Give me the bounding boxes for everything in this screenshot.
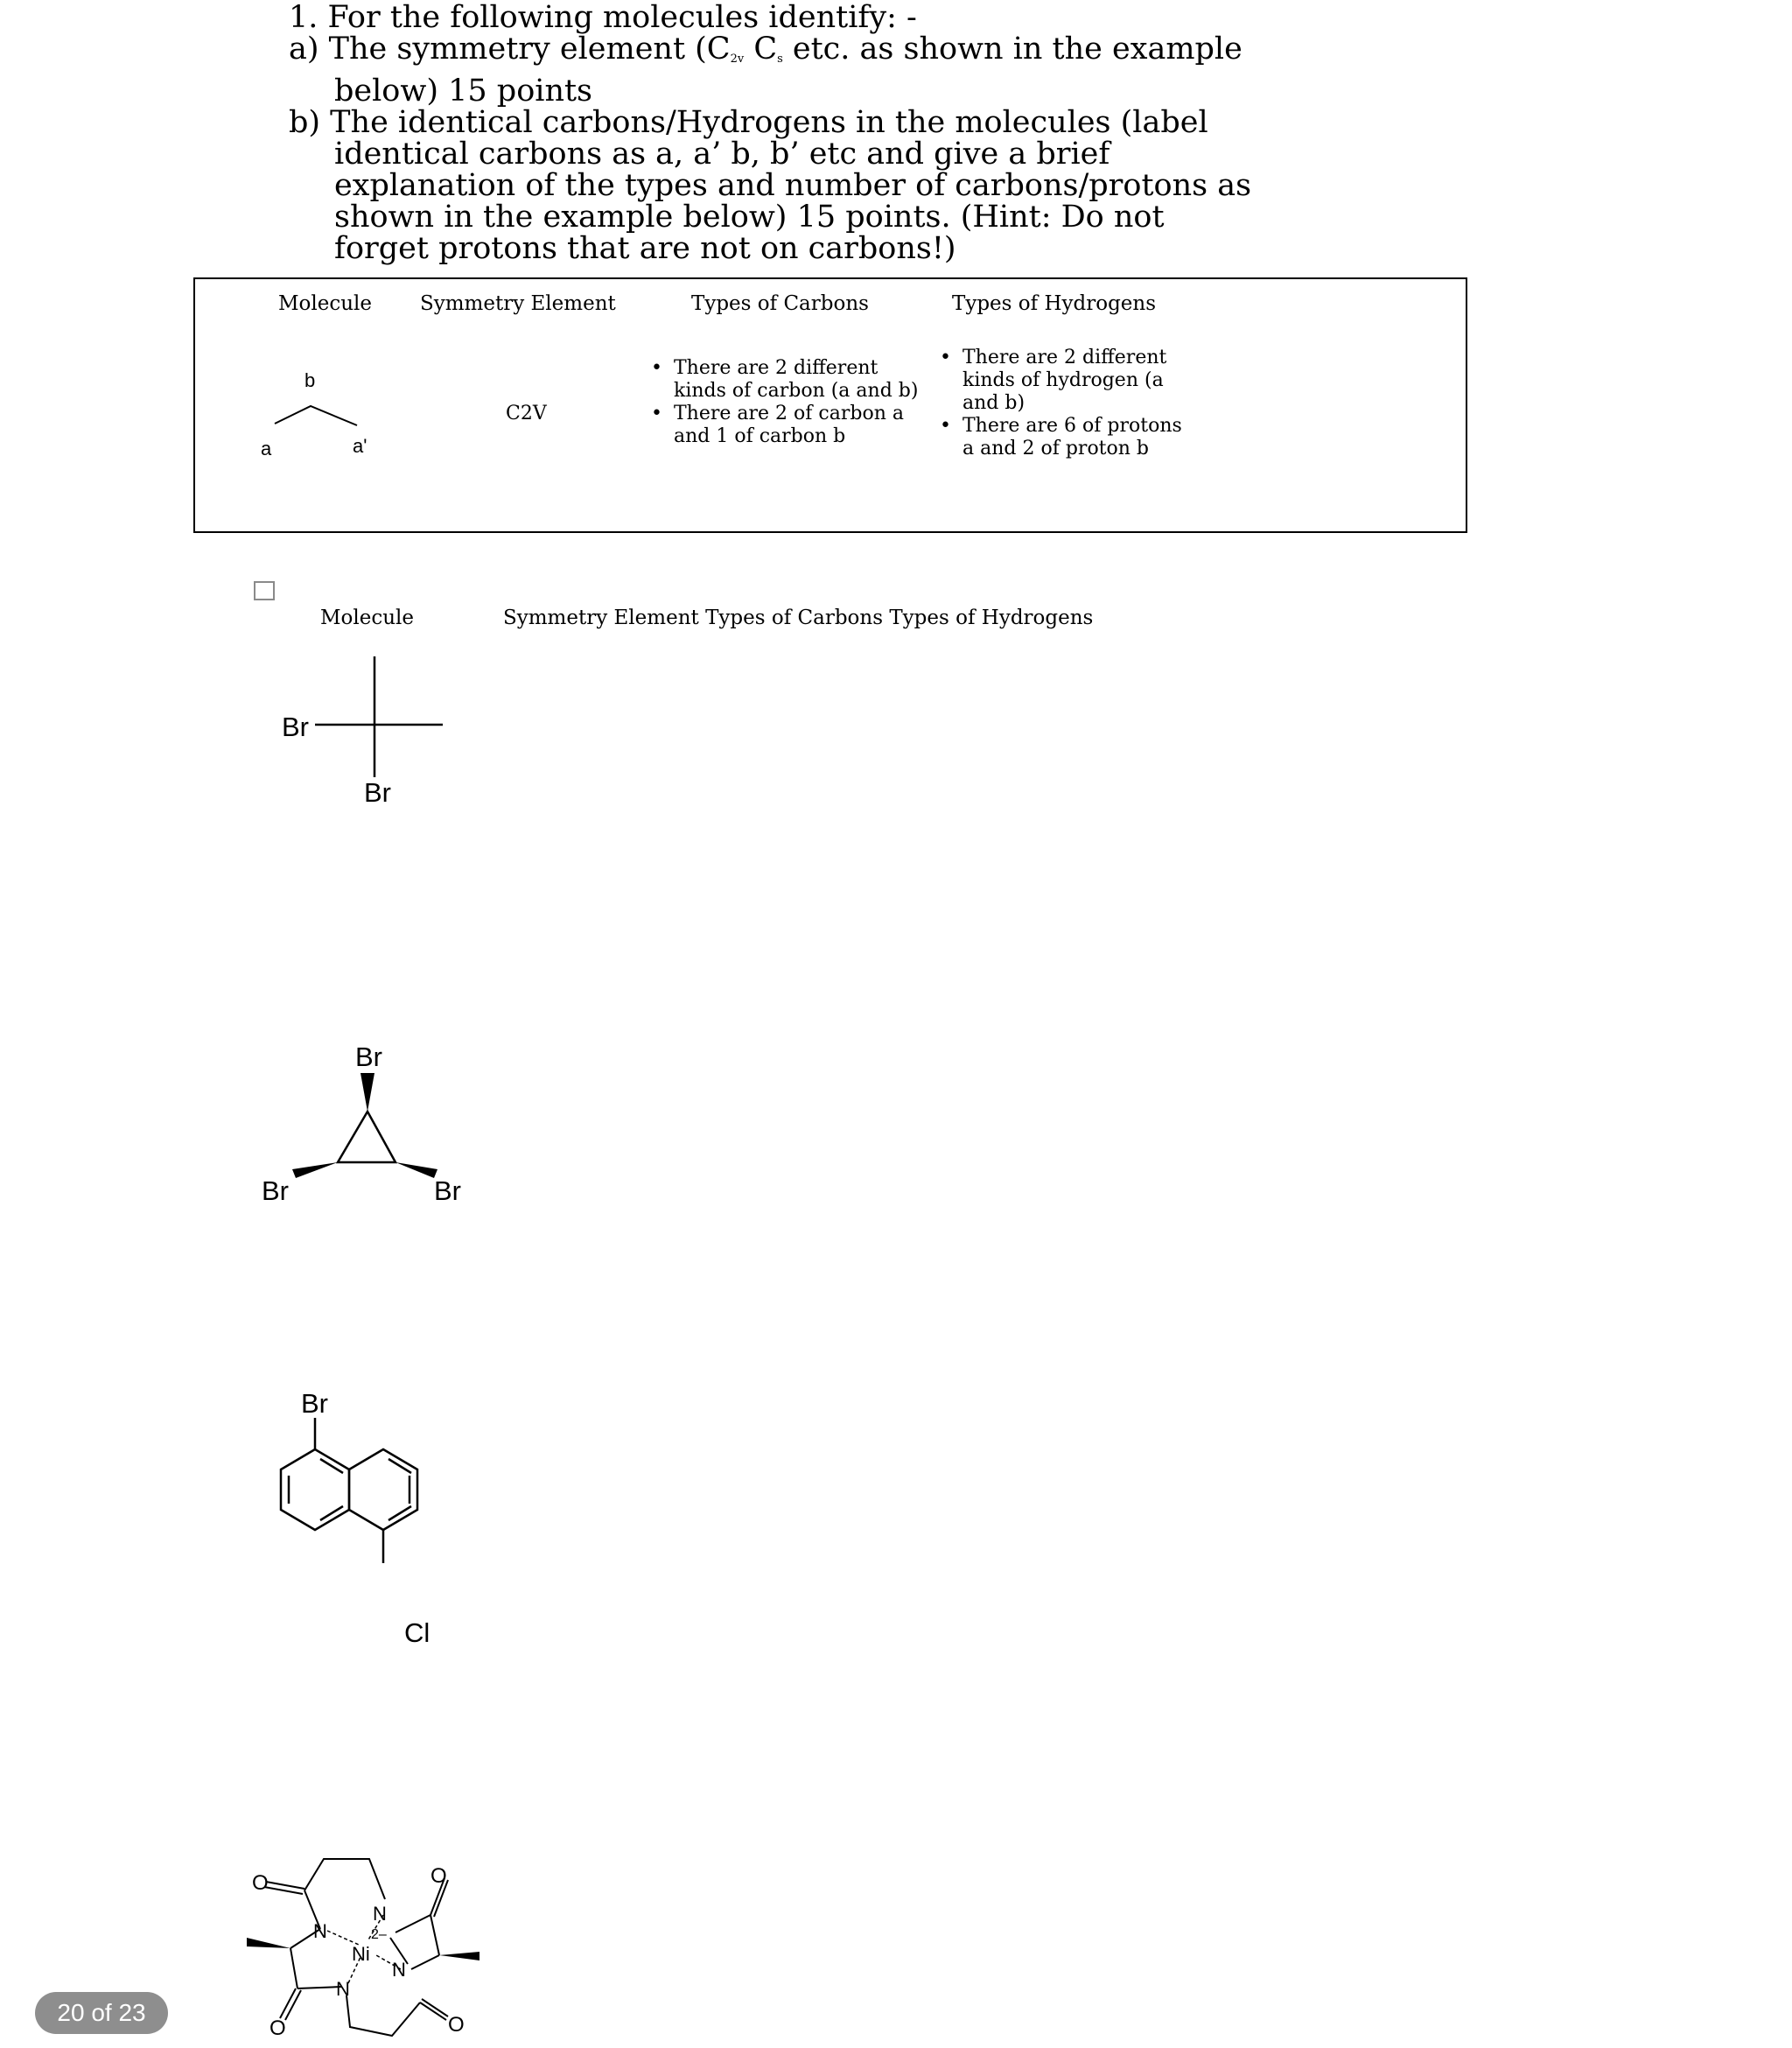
question-line-3: below) 15 points — [334, 74, 593, 109]
checkbox[interactable] — [254, 581, 275, 600]
molecule-4-o2: O — [430, 1864, 447, 1888]
example-header-carbons: Types of Carbons — [691, 292, 869, 315]
example-molecule-propane — [262, 394, 368, 429]
molecule-1-br-left: Br — [282, 712, 309, 742]
page-indicator: 20 of 23 — [35, 1992, 168, 2034]
answer-header-columns: Symmetry Element Types of Carbons Types of Hydrogens — [503, 607, 1094, 629]
molecule-3-br: Br — [301, 1388, 328, 1419]
question-line-6: explanation of the types and number of carbons/protons as — [334, 168, 1252, 203]
question-line-5: identical carbons as a, a’ b, b’ etc and give a brief — [334, 137, 1110, 172]
example-label-a: a — [261, 438, 272, 459]
example-label-b: b — [304, 369, 316, 391]
molecule-4-ni: Ni — [352, 1943, 370, 1965]
molecule-2-br-right: Br — [434, 1175, 461, 1206]
molecule-1-br-bottom: Br — [364, 777, 391, 808]
question-line-8: forget protons that are not on carbons!) — [334, 231, 956, 266]
molecule-3-structure — [245, 1409, 490, 1610]
molecule-4-n4: N — [336, 1978, 350, 2000]
example-header-hydrogens: Types of Hydrogens — [952, 292, 1157, 315]
molecule-2-br-top: Br — [355, 1042, 382, 1072]
molecule-4-o1: O — [252, 1871, 269, 1895]
example-label-a-prime: a' — [353, 435, 368, 457]
question-line-7: shown in the example below) 15 points. (Hint: Do not — [334, 200, 1165, 235]
question-line-1: 1. For the following molecules identify: - — [289, 0, 917, 35]
example-carbons-bullet-2: • There are 2 of carbon a and 1 of carbon b — [646, 403, 934, 448]
example-header-symmetry: Symmetry Element — [420, 292, 616, 315]
example-carbons-bullet-1: • There are 2 different kinds of carbon (a and b) — [646, 357, 934, 403]
molecule-4-charge: 2– — [371, 1927, 387, 1942]
example-hydrogens-bullet-2: • There are 6 of protons a and 2 of proton b — [934, 415, 1197, 460]
molecule-4-n3: N — [392, 1959, 406, 1981]
molecule-4-n1: N — [313, 1920, 327, 1942]
question-line-4: b) The identical carbons/Hydrogens in the molecules (label — [289, 105, 1208, 140]
question-text — [289, 2, 1514, 264]
molecule-4-n2: N — [373, 1903, 387, 1925]
molecule-4-o3: O — [270, 2016, 286, 2040]
molecule-2-br-left: Br — [262, 1175, 289, 1206]
example-header-molecule: Molecule — [278, 292, 373, 315]
answer-header-molecule: Molecule — [320, 607, 415, 629]
molecule-4-o4: O — [448, 2013, 465, 2037]
example-symmetry-value: C2V — [506, 403, 547, 424]
example-hydrogens-text — [934, 347, 1197, 460]
question-line-2: a) The symmetry element ($C_{2v}$ $C_s$ etc. as shown in the example — [289, 32, 1242, 67]
example-hydrogens-bullet-1: • There are 2 different kinds of hydrogen (a and b) — [934, 347, 1197, 415]
molecule-3-cl: Cl — [404, 1617, 430, 1648]
example-carbons-text — [646, 357, 934, 448]
